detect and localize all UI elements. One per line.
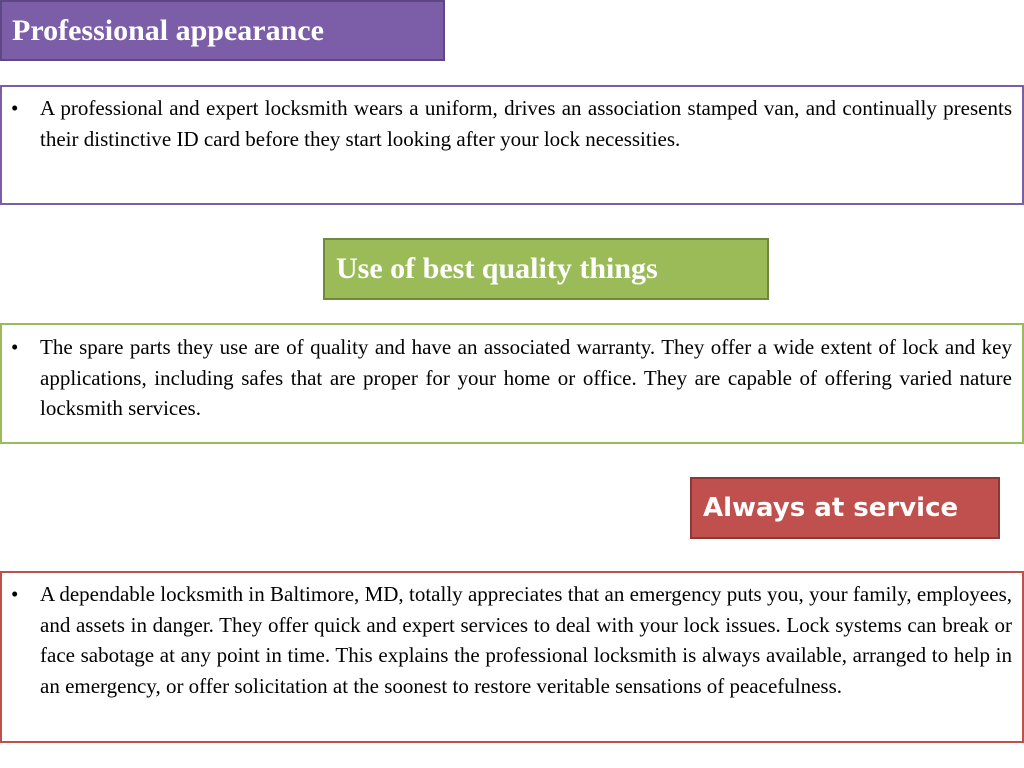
content-box-always-at-service: [0, 571, 1024, 743]
bullet-text: A professional and expert locksmith wears a uniform, drives an association stamped van, and continually presents their distinctive ID card before they start looking after your lock necessities.: [40, 96, 1012, 151]
content-box-use-of-best-quality-things: [0, 323, 1024, 444]
heading-professional-appearance: [0, 0, 445, 61]
heading-use-of-best-quality-things: [323, 238, 769, 300]
bullet-item: [2, 579, 1022, 701]
heading-always-at-service-label: Always at service: [703, 493, 959, 523]
bullet-marker: •: [11, 335, 19, 359]
bullet-text: The spare parts they use are of quality and have an associated warranty. They offer a wide extent of lock and key applications, including safes that are proper for your home or office. They are capable of offering varied nature locksmith services.: [40, 335, 1012, 420]
heading-always-at-service: [690, 477, 1000, 539]
bullet-marker: •: [11, 96, 19, 120]
bullet-text: A dependable locksmith in Baltimore, MD, totally appreciates that an emergency puts you, your family, employees, and assets in danger. They offer quick and expert services to deal with your lock issues. Lock systems can break or face sabotage at any point in time. This explains the professional locksmith is always available, arranged to help in an emergency, or offer solicitation at the soonest to restore veritable sensations of peacefulness.: [40, 582, 1012, 698]
content-box-professional-appearance: [0, 85, 1024, 205]
heading-professional-appearance-label: Professional appearance: [12, 13, 324, 47]
bullet-item: [2, 332, 1022, 424]
bullet-item: [2, 93, 1022, 154]
bullet-marker: •: [11, 582, 19, 606]
heading-use-of-best-quality-things-label: Use of best quality things: [336, 252, 658, 285]
